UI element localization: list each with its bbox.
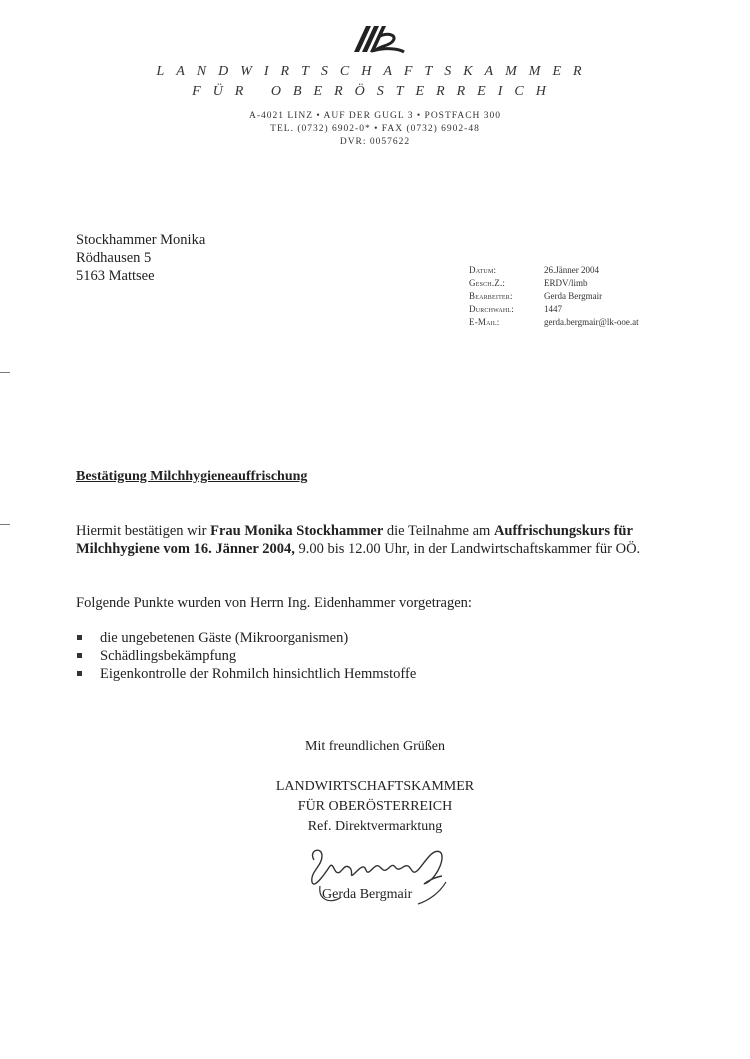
- org-name-line1: LANDWIRTSCHAFTSKAMMER: [156, 64, 594, 79]
- meta-label: Gesch.Z.:: [469, 278, 506, 288]
- body-paragraph-1: [76, 523, 676, 558]
- meta-row-extension: [469, 303, 639, 316]
- meta-value: 1447: [544, 304, 562, 314]
- reference-block: [469, 264, 639, 329]
- course-title: Auffrischungskurs für Milchhygiene vom 16. Jänner 2004,: [76, 523, 633, 557]
- letter-subject: Bestätigung Milchhygieneauffrischung: [76, 469, 308, 484]
- meta-value: gerda.bergmair@lk-ooe.at: [544, 317, 639, 327]
- topic-list: [76, 629, 416, 683]
- list-item: die ungebetenen Gäste (Mikroorganismen): [76, 629, 416, 647]
- org-address: A-4021 LINZ • AUF DER GUGL 3 • POSTFACH 300: [248, 111, 502, 121]
- org-name-line2: FÜR OBERÖSTERREICH: [192, 84, 558, 99]
- recipient-name: Stockhammer Monika: [76, 232, 206, 248]
- org-phone: TEL. (0732) 6902-0* • FAX (0732) 6902-48: [270, 124, 480, 134]
- meta-label: Datum:: [469, 265, 497, 275]
- signer-name: Gerda Bergmair: [322, 887, 413, 902]
- recipient-city: 5163 Mattsee: [76, 268, 155, 284]
- closing-org-line1: LANDWIRTSCHAFTSKAMMER: [275, 779, 475, 794]
- meta-label: Durchwahl:: [469, 304, 514, 314]
- closing-org-line2: FÜR OBERÖSTERREICH: [297, 799, 453, 814]
- body-paragraph-2: Folgende Punkte wurden von Herrn Ing. Eidenhammer vorgetragen:: [76, 595, 472, 611]
- p1-text-c: die Teilnahme am: [383, 523, 494, 539]
- meta-row-email: [469, 316, 639, 329]
- p1-text-a: Hiermit bestätigen wir: [76, 523, 211, 539]
- margin-mark: [0, 524, 10, 525]
- meta-row-clerk: [469, 290, 639, 303]
- list-item: Schädlingsbekämpfung: [76, 647, 416, 665]
- closing-department: Ref. Direktvermarktung: [307, 819, 443, 834]
- meta-value: ERDV/limb: [544, 278, 588, 288]
- participant-name: Frau Monika Stockhammer: [210, 523, 384, 539]
- meta-row-reference: [469, 277, 639, 290]
- meta-value: 26.Jänner 2004: [544, 265, 599, 275]
- p1-text-e: 9.00 bis 12.00 Uhr, in der Landwirtschaftskammer für OÖ.: [294, 540, 641, 557]
- recipient-street: Rödhausen 5: [76, 250, 152, 266]
- closing-greeting: Mit freundlichen Grüßen: [305, 739, 445, 754]
- recipient-address: [76, 231, 205, 285]
- org-dvr: DVR: 0057622: [339, 137, 411, 147]
- meta-value: Gerda Bergmair: [544, 291, 603, 301]
- meta-label: E-Mail:: [469, 317, 500, 327]
- meta-label: Bearbeiter:: [469, 291, 513, 301]
- list-item: Eigenkontrolle der Rohmilch hinsichtlich Hemmstoffe: [76, 665, 416, 683]
- margin-mark: [0, 372, 10, 373]
- chamber-logo: [340, 22, 410, 58]
- meta-row-date: [469, 264, 639, 277]
